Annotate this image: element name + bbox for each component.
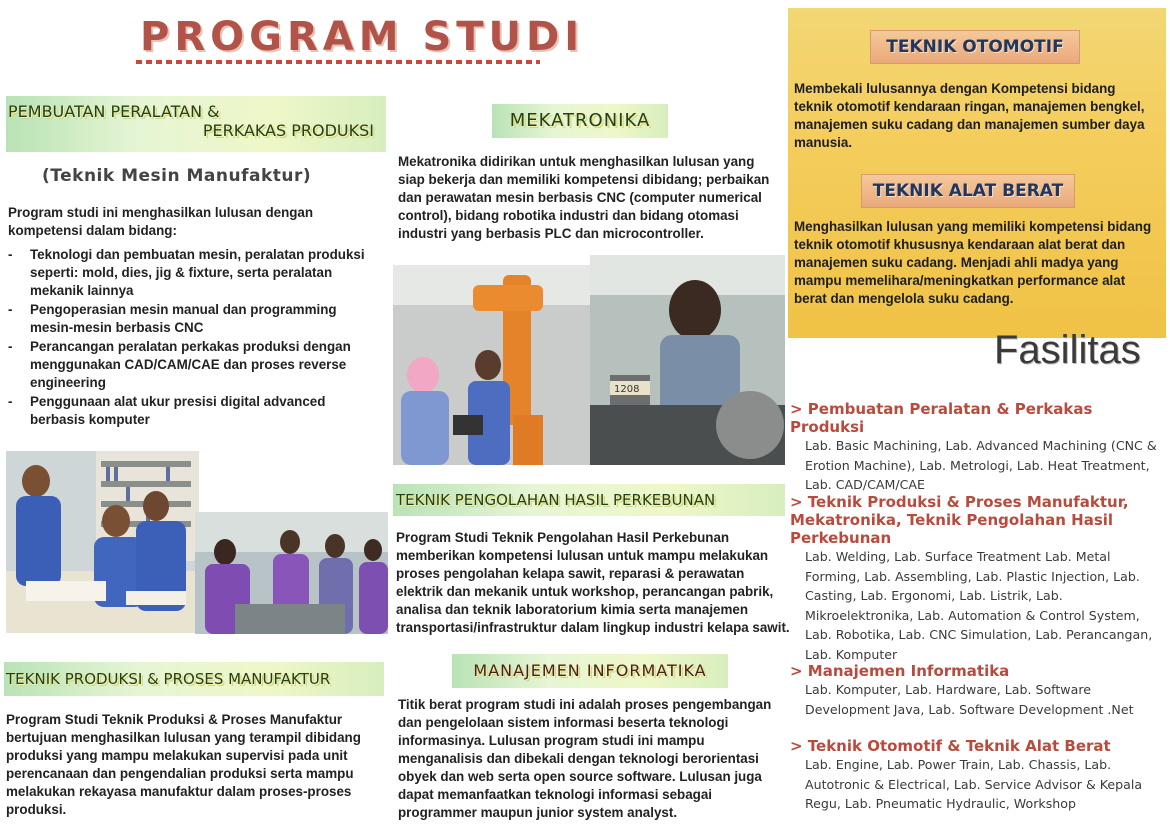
facility-block-otomotif xyxy=(790,737,1165,814)
facility-heading: > Pembuatan Peralatan & Perkakas Produksi xyxy=(790,400,1093,436)
ppp-competency-list xyxy=(8,246,368,430)
page-title: PROGRAM STUDI xyxy=(140,14,585,60)
heading-pembuatan-peralatan xyxy=(6,96,386,152)
photo-lathe-machine xyxy=(590,255,785,465)
facility-heading: > Manajemen Informatika xyxy=(790,662,1010,680)
facility-text: Lab. Engine, Lab. Power Train, Lab. Chassis, Lab. Autotronic & Electrical, Lab. Service Advisor & Kepala Regu, Lab. Pneumatic Hydraulic, Workshop xyxy=(805,757,1143,811)
title-underline xyxy=(136,60,540,64)
ppp-intro-text: Program studi ini menghasilkan lulusan dengan kompetensi dalam bidang: xyxy=(8,205,314,238)
facility-heading: > Teknik Produksi & Proses Manufaktur, Mekatronika, Teknik Pengolahan Hasil Perkebunan xyxy=(790,493,1129,547)
mekatronika-text: Mekatronika didirikan untuk menghasilkan lulusan yang siap bekerja dan memiliki kompetensi dibidang; perbaikan dan perawatan mesin berbasis CNC (computer numerical control), bidang robotika industri dan bidang otomasi industri yang berbasis PLC dan microcontroller. xyxy=(398,154,770,241)
facility-block-ppp xyxy=(790,400,1165,495)
heading-teknik-produksi: TEKNIK PRODUKSI & PROSES MANUFAKTUR xyxy=(4,662,384,696)
list-item: - Penggunaan alat ukur presisi digital advanced berbasis komputer xyxy=(8,393,368,429)
fasilitas-title: Fasilitas xyxy=(994,328,1141,372)
mi-text: Titik berat program studi ini adalah proses pengembangan dan pengelolaan sistem informasi beserta teknologi informasinya. Lulusan program studi ini mampu menganalisis dan dibekali dengan teknologi berorientasi obyek dan web serta open source software. Lulusan juga dapat memanfaatkan teknologi informasi sebagai programmer maupun junior system analyst. xyxy=(398,697,772,820)
subtitle-teknik-mesin: (Teknik Mesin Manufaktur) xyxy=(42,166,312,186)
facility-text: Lab. Komputer, Lab. Hardware, Lab. Software Development Java, Lab. Software Development .Net xyxy=(805,682,1134,717)
otomotif-text: Membekali lulusannya dengan Kompetensi bidang teknik otomotif kendaraan ringan, manajemen bengkel, manajemen suku cadang dan manajemen sumber daya manusia. xyxy=(794,81,1145,150)
facility-block-mi xyxy=(790,662,1165,719)
facility-text: Lab. Welding, Lab. Surface Treatment Lab. Metal Forming, Lab. Assembling, Lab. Plastic Injection, Lab. Casting, Lab. Ergonomi, Lab. Listrik, Lab. Mikroelektronika, Lab. Automation & Control System, Lab. Robotika, Lab. CNC Simulation, Lab. Perancangan, Lab. Komputer xyxy=(805,549,1153,662)
facility-heading: > Teknik Otomotif & Teknik Alat Berat xyxy=(790,737,1111,755)
heading-ppp-line1: PEMBUATAN PERALATAN & xyxy=(8,102,220,121)
list-item: - Pengoperasian mesin manual dan programming mesin-mesin berbasis CNC xyxy=(8,301,368,337)
photo-robot-arm xyxy=(393,265,591,465)
tphp-text: Program Studi Teknik Pengolahan Hasil Perkebunan memberikan kompetensi lulusan untuk mampu melakukan proses pengolahan kelapa sawit, reparasi & perawatan elektrik dan mekanik untuk workshop, perancangan pabrik, analisa dan teknik laboratorium kimia serta manajemen transportasi/infrastruktur dalam lingkup industri kelapa sawit. xyxy=(396,530,790,635)
list-item: - Teknologi dan pembuatan mesin, peralatan produksi seperti: mold, dies, jig & fixture, serta peralatan mekanik lainnya xyxy=(8,246,368,300)
list-item: - Perancangan peralatan perkakas produksi dengan menggunakan CAD/CAM/CAE dan proses reverse engineering xyxy=(8,338,368,392)
heading-teknik-pengolahan: TEKNIK PENGOLAHAN HASIL PERKEBUNAN xyxy=(393,484,785,516)
heading-teknik-otomotif: TEKNIK OTOMOTIF xyxy=(870,30,1080,64)
photo-students-lab xyxy=(195,512,388,634)
photo-students-library xyxy=(6,451,199,633)
machine-number-label: 1208 xyxy=(614,384,640,395)
facility-text: Lab. Basic Machining, Lab. Advanced Machining (CNC & Erotion Machine), Lab. Metrologi, Lab. Heat Treatment, Lab. CAD/CAM/CAE xyxy=(805,438,1157,492)
facility-block-produksi xyxy=(790,493,1165,664)
heading-teknik-alat-berat: TEKNIK ALAT BERAT xyxy=(861,174,1075,208)
heading-ppp-line2: PERKAKAS PRODUKSI xyxy=(202,121,374,140)
heading-mekatronika: MEKATRONIKA xyxy=(492,104,668,138)
tppm-text: Program Studi Teknik Produksi & Proses Manufaktur bertujuan menghasilkan lulusan yang terampil dibidang produksi yang mampu melakukan supervisi pada unit perencanaan dan pengendalian produksi serta mampu melakukan rekayasa manufaktur dalam proses-proses produksi. xyxy=(6,712,361,817)
alat-berat-text: Menghasilkan lulusan yang memiliki kompetensi bidang teknik otomotif khususnya kendaraan alat berat dan manajemen suku cadang. Menjadi ahli madya yang mampu memelihara/meningkatkan performance alat berat dan mengelola suku cadang. xyxy=(794,219,1152,306)
heading-manajemen-informatika: MANAJEMEN INFORMATIKA xyxy=(452,654,728,688)
